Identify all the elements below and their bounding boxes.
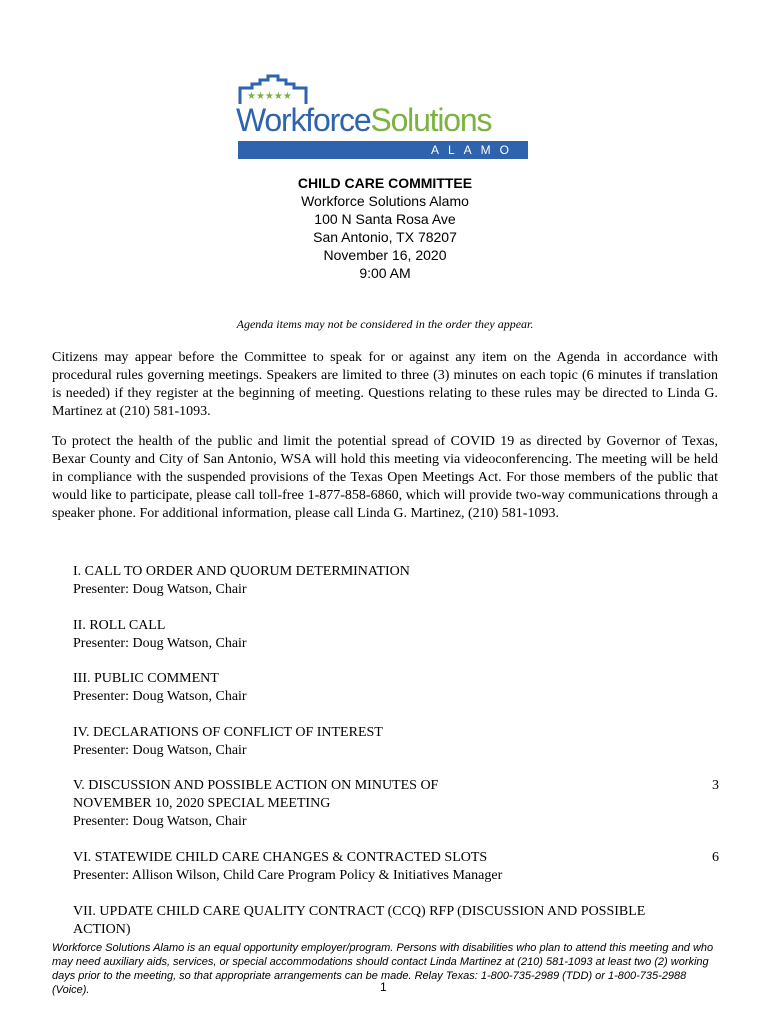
agenda-item-title-continued: ACTION)	[73, 922, 131, 937]
logo-region-bar	[238, 141, 528, 159]
logo-region: ALAMO	[430, 143, 518, 157]
agenda-item-title: VI. STATEWIDE CHILD CARE CHANGES & CONTRACTED SLOTS	[73, 850, 488, 865]
public-comment-paragraph: Citizens may appear before the Committee to speak for or against any item on the Agenda in accordance with procedural rules governing meetings. Speakers are limited to three (3) minutes on each topic (6 minutes if translation is needed) if they register at the beginning of meeting. Questions relating to these rules may be directed to Linda G. Martinez at (210) 581-1093.	[52, 350, 718, 419]
agenda-item-presenter: Presenter: Doug Watson, Chair	[73, 582, 247, 597]
agenda-item-title: III. PUBLIC COMMENT	[73, 671, 219, 686]
covid-paragraph: To protect the health of the public and limit the potential spread of COVID 19 as directed by Governor of Texas, Bexar County and City of San Antonio, WSA will hold this meeting via videoconferencing. The meeting will be held in compliance with the suspended provisions of the Texas Open Meetings Act. For those members of the public that would like to participate, please call toll-free 1-877-858-6860, which will provide two-way communications through a speaker phone. For additional information, please call Linda G. Martinez, (210) 581-1093.	[52, 434, 718, 521]
agenda-item	[73, 670, 723, 706]
agenda-item-title-continued: NOVEMBER 10, 2020 SPECIAL MEETING	[73, 796, 331, 811]
agenda-item-presenter: Presenter: Allison Wilson, Child Care Program Policy & Initiatives Manager	[73, 868, 503, 883]
city-address: San Antonio, TX 78207	[313, 229, 457, 245]
agenda-item	[73, 563, 723, 599]
workforce-solutions-logo	[236, 74, 530, 160]
agenda-item-title: V. DISCUSSION AND POSSIBLE ACTION ON MINUTES OF	[73, 778, 439, 793]
agenda-item-presenter: Presenter: Doug Watson, Chair	[73, 636, 247, 651]
agenda-item-title: II. ROLL CALL	[73, 618, 166, 633]
agenda-item	[73, 903, 723, 939]
agenda-item-title: IV. DECLARATIONS OF CONFLICT OF INTEREST	[73, 725, 383, 740]
meeting-time: 9:00 AM	[359, 265, 411, 281]
committee-title: CHILD CARE COMMITTEE	[297, 175, 473, 191]
agenda-item	[73, 617, 723, 653]
agenda-item-title: I. CALL TO ORDER AND QUORUM DETERMINATION	[73, 564, 410, 579]
agenda-item-presenter: Presenter: Doug Watson, Chair	[73, 743, 247, 758]
agenda-item-presenter: Presenter: Doug Watson, Chair	[73, 689, 247, 704]
meeting-header	[0, 174, 770, 282]
agenda-item-page: 3	[712, 778, 719, 793]
agenda-item-page: 6	[712, 850, 719, 865]
agenda-item	[73, 724, 723, 760]
street-address: 100 N Santa Rosa Ave	[314, 211, 456, 227]
agenda-order-note: Agenda items may not be considered in the order they appear.	[236, 317, 534, 331]
logo-wordmark: WorkforceSolutions	[236, 102, 492, 138]
page-number: 1	[380, 980, 387, 994]
org-name: Workforce Solutions Alamo	[301, 193, 469, 209]
agenda-item-title: VII. UPDATE CHILD CARE QUALITY CONTRACT (CCQ) RFP (DISCUSSION AND POSSIBLE	[73, 904, 646, 919]
svg-text:★★★★★: ★★★★★	[247, 91, 292, 102]
agenda-item	[73, 849, 723, 885]
eeo-footer: Workforce Solutions Alamo is an equal opportunity employer/program. Persons with disabilities who plan to attend this meeting and who may need auxiliary aids, services, or special accommodations should contact Linda Martinez at (210) 581-1093 at least two (2) working days prior to the meeting, so that appropriate arrangements can be made. Relay Texas: 1-800-735-2989 (TDD) or 1-800-735-2988 (Voice).	[52, 942, 714, 996]
meeting-date: November 16, 2020	[323, 247, 447, 263]
agenda-item	[73, 777, 723, 831]
agenda-item-presenter: Presenter: Doug Watson, Chair	[73, 814, 247, 829]
